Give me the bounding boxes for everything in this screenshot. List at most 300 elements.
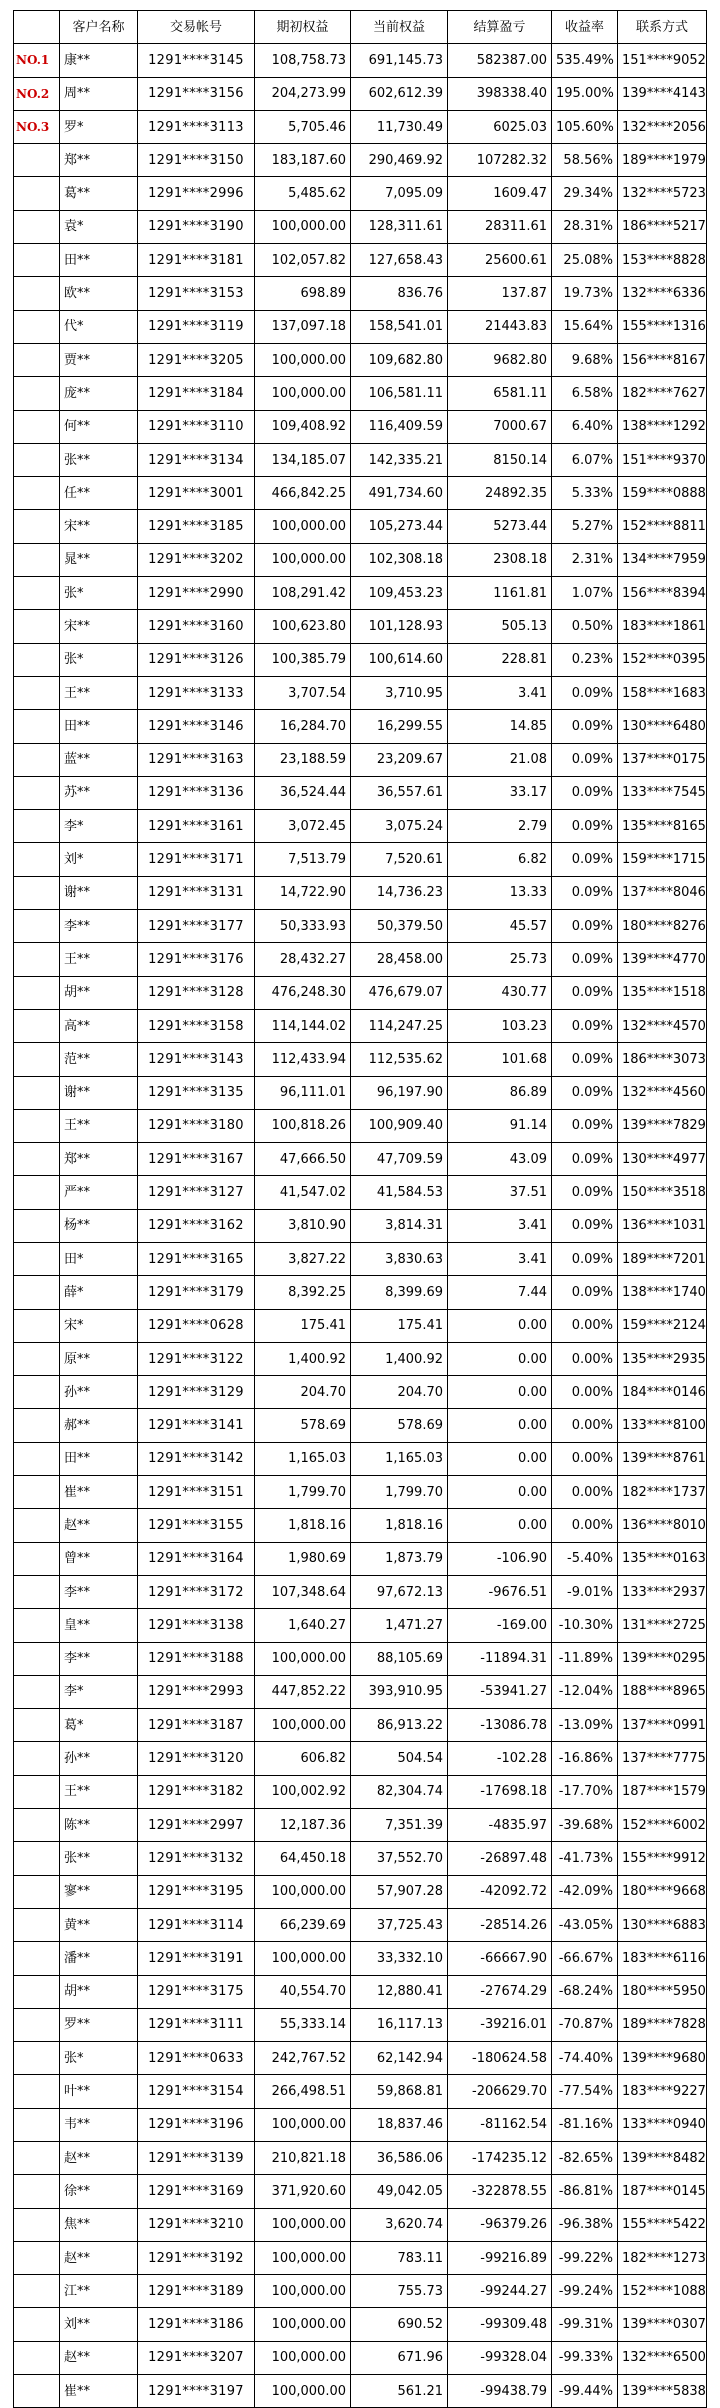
rank-cell [14, 776, 60, 809]
initial-equity-cell: 100,623.80 [255, 610, 351, 643]
account-cell: 1291****3122 [138, 1342, 255, 1375]
current-equity-cell: 23,209.67 [351, 743, 448, 776]
pnl-cell: 33.17 [448, 776, 552, 809]
rate-cell: 9.68% [552, 343, 618, 376]
current-equity-cell: 290,469.92 [351, 144, 448, 177]
current-equity-cell: 62,142.94 [351, 2042, 448, 2075]
rate-cell: -99.31% [552, 2308, 618, 2341]
account-cell: 1291****3138 [138, 1609, 255, 1642]
pnl-cell: 25.73 [448, 943, 552, 976]
current-equity-cell: 127,658.43 [351, 244, 448, 277]
account-cell: 1291****3167 [138, 1143, 255, 1176]
table-row [14, 110, 707, 143]
rank-cell: NO.1 [14, 44, 60, 77]
table-row [14, 1309, 707, 1342]
initial-equity-cell: 14,722.90 [255, 876, 351, 909]
rank-cell [14, 510, 60, 543]
table-row [14, 1509, 707, 1542]
name-cell: 王** [60, 1109, 138, 1142]
phone-cell: 137****0175 [618, 743, 707, 776]
phone-cell: 135****2935 [618, 1342, 707, 1375]
rank-cell [14, 843, 60, 876]
table-row [14, 1542, 707, 1575]
account-cell: 1291****3142 [138, 1442, 255, 1475]
current-equity-cell: 836.76 [351, 277, 448, 310]
rank-cell [14, 1043, 60, 1076]
table-row [14, 2008, 707, 2041]
table-row [14, 1376, 707, 1409]
rate-cell: -99.24% [552, 2275, 618, 2308]
rank-cell [14, 2142, 60, 2175]
phone-cell: 137****8046 [618, 876, 707, 909]
initial-equity-cell: 371,920.60 [255, 2175, 351, 2208]
phone-cell: 130****4977 [618, 1143, 707, 1176]
name-cell: 贾** [60, 343, 138, 376]
initial-equity-cell: 100,000.00 [255, 2375, 351, 2408]
initial-equity-cell: 40,554.70 [255, 1975, 351, 2008]
rank-cell [14, 810, 60, 843]
initial-equity-cell: 1,640.27 [255, 1609, 351, 1642]
phone-cell: 188****8965 [618, 1675, 707, 1708]
account-cell: 1291****3191 [138, 1942, 255, 1975]
table-row [14, 1908, 707, 1941]
rate-cell: 0.09% [552, 1276, 618, 1309]
rate-cell: -96.38% [552, 2208, 618, 2241]
rate-cell: 0.09% [552, 910, 618, 943]
rank-cell [14, 577, 60, 610]
name-cell: 郑** [60, 1143, 138, 1176]
rank-cell [14, 1642, 60, 1675]
rate-cell: 0.09% [552, 843, 618, 876]
account-cell: 1291****3113 [138, 110, 255, 143]
initial-equity-cell: 266,498.51 [255, 2075, 351, 2108]
name-cell: 李** [60, 1575, 138, 1608]
phone-cell: 139****8761 [618, 1442, 707, 1475]
rank-cell [14, 1842, 60, 1875]
initial-equity-cell: 12,187.36 [255, 1809, 351, 1842]
account-cell: 1291****3192 [138, 2241, 255, 2274]
rate-cell: -99.44% [552, 2375, 618, 2408]
name-cell: 李** [60, 1642, 138, 1675]
table-row [14, 2175, 707, 2208]
pnl-cell: -13086.78 [448, 1709, 552, 1742]
table-row [14, 277, 707, 310]
name-cell: 李* [60, 810, 138, 843]
initial-equity-cell: 698.89 [255, 277, 351, 310]
table-row [14, 77, 707, 110]
account-cell: 1291****3185 [138, 510, 255, 543]
pnl-cell: 0.00 [448, 1509, 552, 1542]
pnl-cell: -42092.72 [448, 1875, 552, 1908]
pnl-cell: 86.89 [448, 1076, 552, 1109]
account-cell: 1291****3143 [138, 1043, 255, 1076]
name-cell: 孙** [60, 1376, 138, 1409]
name-cell: 徐** [60, 2175, 138, 2208]
initial-equity-cell: 447,852.22 [255, 1675, 351, 1708]
rank-cell: NO.2 [14, 77, 60, 110]
phone-cell: 152****0395 [618, 643, 707, 676]
current-equity-cell: 783.11 [351, 2241, 448, 2274]
initial-equity-cell: 476,248.30 [255, 976, 351, 1009]
current-equity-cell: 690.52 [351, 2308, 448, 2341]
pnl-cell: -102.28 [448, 1742, 552, 1775]
name-cell: 赵** [60, 1509, 138, 1542]
rate-cell: 0.23% [552, 643, 618, 676]
rate-cell: 0.09% [552, 776, 618, 809]
pnl-cell: 3.41 [448, 1209, 552, 1242]
header-pnl: 结算盈亏 [448, 11, 552, 44]
rate-cell: -86.81% [552, 2175, 618, 2208]
phone-cell: 135****0163 [618, 1542, 707, 1575]
pnl-cell: 3.41 [448, 676, 552, 709]
table-row [14, 1276, 707, 1309]
rank-cell [14, 1609, 60, 1642]
account-cell: 1291****3197 [138, 2375, 255, 2408]
account-cell: 1291****3114 [138, 1908, 255, 1941]
account-cell: 1291****3181 [138, 244, 255, 277]
phone-cell: 159****1715 [618, 843, 707, 876]
rank-cell [14, 1575, 60, 1608]
current-equity-cell: 204.70 [351, 1376, 448, 1409]
phone-cell: 134****7959 [618, 543, 707, 576]
rank-cell [14, 2308, 60, 2341]
rank-cell [14, 1143, 60, 1176]
rate-cell: 0.00% [552, 1442, 618, 1475]
initial-equity-cell: 41,547.02 [255, 1176, 351, 1209]
rate-cell: -11.89% [552, 1642, 618, 1675]
header-phone: 联系方式 [618, 11, 707, 44]
current-equity-cell: 14,736.23 [351, 876, 448, 909]
rate-cell: 0.00% [552, 1409, 618, 1442]
table-row [14, 577, 707, 610]
current-equity-cell: 82,304.74 [351, 1775, 448, 1808]
table-row [14, 2142, 707, 2175]
header-rate: 收益率 [552, 11, 618, 44]
account-cell: 1291****3163 [138, 743, 255, 776]
pnl-cell: 228.81 [448, 643, 552, 676]
account-cell: 1291****3132 [138, 1842, 255, 1875]
rate-cell: 0.00% [552, 1509, 618, 1542]
name-cell: 张* [60, 577, 138, 610]
table-row [14, 943, 707, 976]
pnl-cell: 103.23 [448, 1009, 552, 1042]
rate-cell: -39.68% [552, 1809, 618, 1842]
name-cell: 王** [60, 676, 138, 709]
pnl-cell: -174235.12 [448, 2142, 552, 2175]
rank-cell [14, 1476, 60, 1509]
rank-cell [14, 1242, 60, 1275]
pnl-cell: -99309.48 [448, 2308, 552, 2341]
current-equity-cell: 109,682.80 [351, 343, 448, 376]
phone-cell: 151****9052 [618, 44, 707, 77]
current-equity-cell: 7,351.39 [351, 1809, 448, 1842]
pnl-cell: 3.41 [448, 1242, 552, 1275]
rank-cell [14, 2042, 60, 2075]
initial-equity-cell: 100,002.92 [255, 1775, 351, 1808]
name-cell: 何** [60, 410, 138, 443]
name-cell: 范** [60, 1043, 138, 1076]
initial-equity-cell: 137,097.18 [255, 310, 351, 343]
table-row [14, 1575, 707, 1608]
rank-cell [14, 144, 60, 177]
name-cell: 原** [60, 1342, 138, 1375]
initial-equity-cell: 3,707.54 [255, 676, 351, 709]
pnl-cell: -28514.26 [448, 1908, 552, 1941]
account-cell: 1291****3171 [138, 843, 255, 876]
initial-equity-cell: 8,392.25 [255, 1276, 351, 1309]
name-cell: 田** [60, 244, 138, 277]
name-cell: 庞** [60, 377, 138, 410]
initial-equity-cell: 210,821.18 [255, 2142, 351, 2175]
current-equity-cell: 1,799.70 [351, 1476, 448, 1509]
initial-equity-cell: 204,273.99 [255, 77, 351, 110]
initial-equity-cell: 1,400.92 [255, 1342, 351, 1375]
name-cell: 田* [60, 1242, 138, 1275]
phone-cell: 135****1518 [618, 976, 707, 1009]
initial-equity-cell: 28,432.27 [255, 943, 351, 976]
table-row [14, 776, 707, 809]
initial-equity-cell: 64,450.18 [255, 1842, 351, 1875]
account-cell: 1291****3162 [138, 1209, 255, 1242]
account-cell: 1291****3158 [138, 1009, 255, 1042]
account-cell: 1291****3210 [138, 2208, 255, 2241]
initial-equity-cell: 100,000.00 [255, 2108, 351, 2141]
rank-cell [14, 2341, 60, 2374]
pnl-cell: 6.82 [448, 843, 552, 876]
name-cell: 罗* [60, 110, 138, 143]
table-row [14, 843, 707, 876]
rank-cell [14, 1809, 60, 1842]
pnl-cell: 430.77 [448, 976, 552, 1009]
account-cell: 1291****2996 [138, 177, 255, 210]
rank-cell [14, 1775, 60, 1808]
account-cell: 1291****2993 [138, 1675, 255, 1708]
table-row [14, 443, 707, 476]
pnl-cell: 7.44 [448, 1276, 552, 1309]
ranking-table [13, 10, 707, 2408]
initial-equity-cell: 1,818.16 [255, 1509, 351, 1542]
rank-cell [14, 343, 60, 376]
pnl-cell: 0.00 [448, 1376, 552, 1409]
current-equity-cell: 102,308.18 [351, 543, 448, 576]
rate-cell: 0.50% [552, 610, 618, 643]
table-row [14, 1775, 707, 1808]
initial-equity-cell: 204.70 [255, 1376, 351, 1409]
table-row [14, 2375, 707, 2408]
account-cell: 1291****3172 [138, 1575, 255, 1608]
initial-equity-cell: 100,000.00 [255, 1942, 351, 1975]
initial-equity-cell: 100,000.00 [255, 2241, 351, 2274]
rate-cell: -43.05% [552, 1908, 618, 1941]
name-cell: 王** [60, 1775, 138, 1808]
table-row [14, 177, 707, 210]
pnl-cell: -66667.90 [448, 1942, 552, 1975]
pnl-cell: 37.51 [448, 1176, 552, 1209]
current-equity-cell: 112,535.62 [351, 1043, 448, 1076]
rank-cell [14, 2008, 60, 2041]
table-row [14, 2075, 707, 2108]
header-account: 交易帐号 [138, 11, 255, 44]
rank-cell [14, 1309, 60, 1342]
initial-equity-cell: 134,185.07 [255, 443, 351, 476]
name-cell: 杨** [60, 1209, 138, 1242]
rank-cell [14, 710, 60, 743]
pnl-cell: 13.33 [448, 876, 552, 909]
rank-cell [14, 1975, 60, 2008]
table-row [14, 1176, 707, 1209]
name-cell: 高** [60, 1009, 138, 1042]
current-equity-cell: 3,814.31 [351, 1209, 448, 1242]
table-row [14, 1842, 707, 1875]
account-cell: 1291****3205 [138, 343, 255, 376]
name-cell: 赵** [60, 2241, 138, 2274]
current-equity-cell: 114,247.25 [351, 1009, 448, 1042]
table-row [14, 1442, 707, 1475]
pnl-cell: 25600.61 [448, 244, 552, 277]
initial-equity-cell: 100,000.00 [255, 1709, 351, 1742]
initial-equity-cell: 175.41 [255, 1309, 351, 1342]
initial-equity-cell: 108,291.42 [255, 577, 351, 610]
pnl-cell: 2308.18 [448, 543, 552, 576]
rank-cell [14, 1509, 60, 1542]
pnl-cell: 0.00 [448, 1342, 552, 1375]
name-cell: 李** [60, 910, 138, 943]
initial-equity-cell: 100,000.00 [255, 343, 351, 376]
name-cell: 叶** [60, 2075, 138, 2108]
rate-cell: 0.09% [552, 1242, 618, 1275]
name-cell: 苏** [60, 776, 138, 809]
phone-cell: 132****4570 [618, 1009, 707, 1042]
phone-cell: 135****8165 [618, 810, 707, 843]
name-cell: 郝** [60, 1409, 138, 1442]
current-equity-cell: 100,614.60 [351, 643, 448, 676]
rate-cell: -99.33% [552, 2341, 618, 2374]
name-cell: 崔** [60, 1476, 138, 1509]
account-cell: 1291****2997 [138, 1809, 255, 1842]
initial-equity-cell: 50,333.93 [255, 910, 351, 943]
name-cell: 谢** [60, 876, 138, 909]
rate-cell: 5.27% [552, 510, 618, 543]
account-cell: 1291****3179 [138, 1276, 255, 1309]
table-row [14, 676, 707, 709]
account-cell: 1291****3164 [138, 1542, 255, 1575]
rank-cell [14, 377, 60, 410]
name-cell: 黄** [60, 1908, 138, 1941]
rate-cell: 0.00% [552, 1476, 618, 1509]
table-row [14, 1242, 707, 1275]
name-cell: 焦** [60, 2208, 138, 2241]
table-row [14, 1809, 707, 1842]
initial-equity-cell: 114,144.02 [255, 1009, 351, 1042]
pnl-cell: 0.00 [448, 1409, 552, 1442]
rank-header [14, 11, 60, 44]
rank-cell [14, 1675, 60, 1708]
rank-cell [14, 310, 60, 343]
current-equity-cell: 28,458.00 [351, 943, 448, 976]
rate-cell: 29.34% [552, 177, 618, 210]
phone-cell: 133****0940 [618, 2108, 707, 2141]
phone-cell: 130****6883 [618, 1908, 707, 1941]
current-equity-cell: 16,299.55 [351, 710, 448, 743]
initial-equity-cell: 3,072.45 [255, 810, 351, 843]
initial-equity-cell: 242,767.52 [255, 2042, 351, 2075]
rate-cell: -16.86% [552, 1742, 618, 1775]
pnl-cell: 28311.61 [448, 210, 552, 243]
account-cell: 1291****3180 [138, 1109, 255, 1142]
account-cell: 1291****3207 [138, 2341, 255, 2374]
initial-equity-cell: 100,000.00 [255, 1875, 351, 1908]
rank-cell [14, 743, 60, 776]
rate-cell: -99.22% [552, 2241, 618, 2274]
table-row [14, 1009, 707, 1042]
current-equity-cell: 7,095.09 [351, 177, 448, 210]
rate-cell: -10.30% [552, 1609, 618, 1642]
table-row [14, 310, 707, 343]
rate-cell: 19.73% [552, 277, 618, 310]
pnl-cell: -4835.97 [448, 1809, 552, 1842]
pnl-cell: 91.14 [448, 1109, 552, 1142]
current-equity-cell: 106,581.11 [351, 377, 448, 410]
phone-cell: 136****1031 [618, 1209, 707, 1242]
current-equity-cell: 33,332.10 [351, 1942, 448, 1975]
rate-cell: 6.07% [552, 443, 618, 476]
current-equity-cell: 142,335.21 [351, 443, 448, 476]
current-equity-cell: 1,873.79 [351, 1542, 448, 1575]
rate-cell: 1.07% [552, 577, 618, 610]
name-cell: 张* [60, 2042, 138, 2075]
rank-cell [14, 2275, 60, 2308]
account-cell: 1291****3110 [138, 410, 255, 443]
table-row [14, 210, 707, 243]
rate-cell: 0.00% [552, 1342, 618, 1375]
table-row [14, 1709, 707, 1742]
current-equity-cell: 561.21 [351, 2375, 448, 2408]
name-cell: 张* [60, 643, 138, 676]
rank-cell [14, 943, 60, 976]
rate-cell: 0.09% [552, 1009, 618, 1042]
rate-cell: 0.00% [552, 1376, 618, 1409]
initial-equity-cell: 100,000.00 [255, 2308, 351, 2341]
rate-cell: 0.09% [552, 976, 618, 1009]
name-cell: 江** [60, 2275, 138, 2308]
phone-cell: 152****1088 [618, 2275, 707, 2308]
account-cell: 1291****3160 [138, 610, 255, 643]
initial-equity-cell: 108,758.73 [255, 44, 351, 77]
current-equity-cell: 47,709.59 [351, 1143, 448, 1176]
phone-cell: 184****0146 [618, 1376, 707, 1409]
account-cell: 1291****3154 [138, 2075, 255, 2108]
current-equity-cell: 128,311.61 [351, 210, 448, 243]
rate-cell: 0.09% [552, 1143, 618, 1176]
phone-cell: 131****2725 [618, 1609, 707, 1642]
name-cell: 张** [60, 443, 138, 476]
initial-equity-cell: 107,348.64 [255, 1575, 351, 1608]
header-name: 客户名称 [60, 11, 138, 44]
name-cell: 袁* [60, 210, 138, 243]
rank-cell [14, 2075, 60, 2108]
table-row [14, 1675, 707, 1708]
table-row [14, 1409, 707, 1442]
phone-cell: 183****1861 [618, 610, 707, 643]
account-cell: 1291****3188 [138, 1642, 255, 1675]
account-cell: 1291****3151 [138, 1476, 255, 1509]
pnl-cell: 5273.44 [448, 510, 552, 543]
name-cell: 李* [60, 1675, 138, 1708]
initial-equity-cell: 96,111.01 [255, 1076, 351, 1109]
account-cell: 1291****3133 [138, 676, 255, 709]
current-equity-cell: 3,830.63 [351, 1242, 448, 1275]
pnl-cell: 6581.11 [448, 377, 552, 410]
